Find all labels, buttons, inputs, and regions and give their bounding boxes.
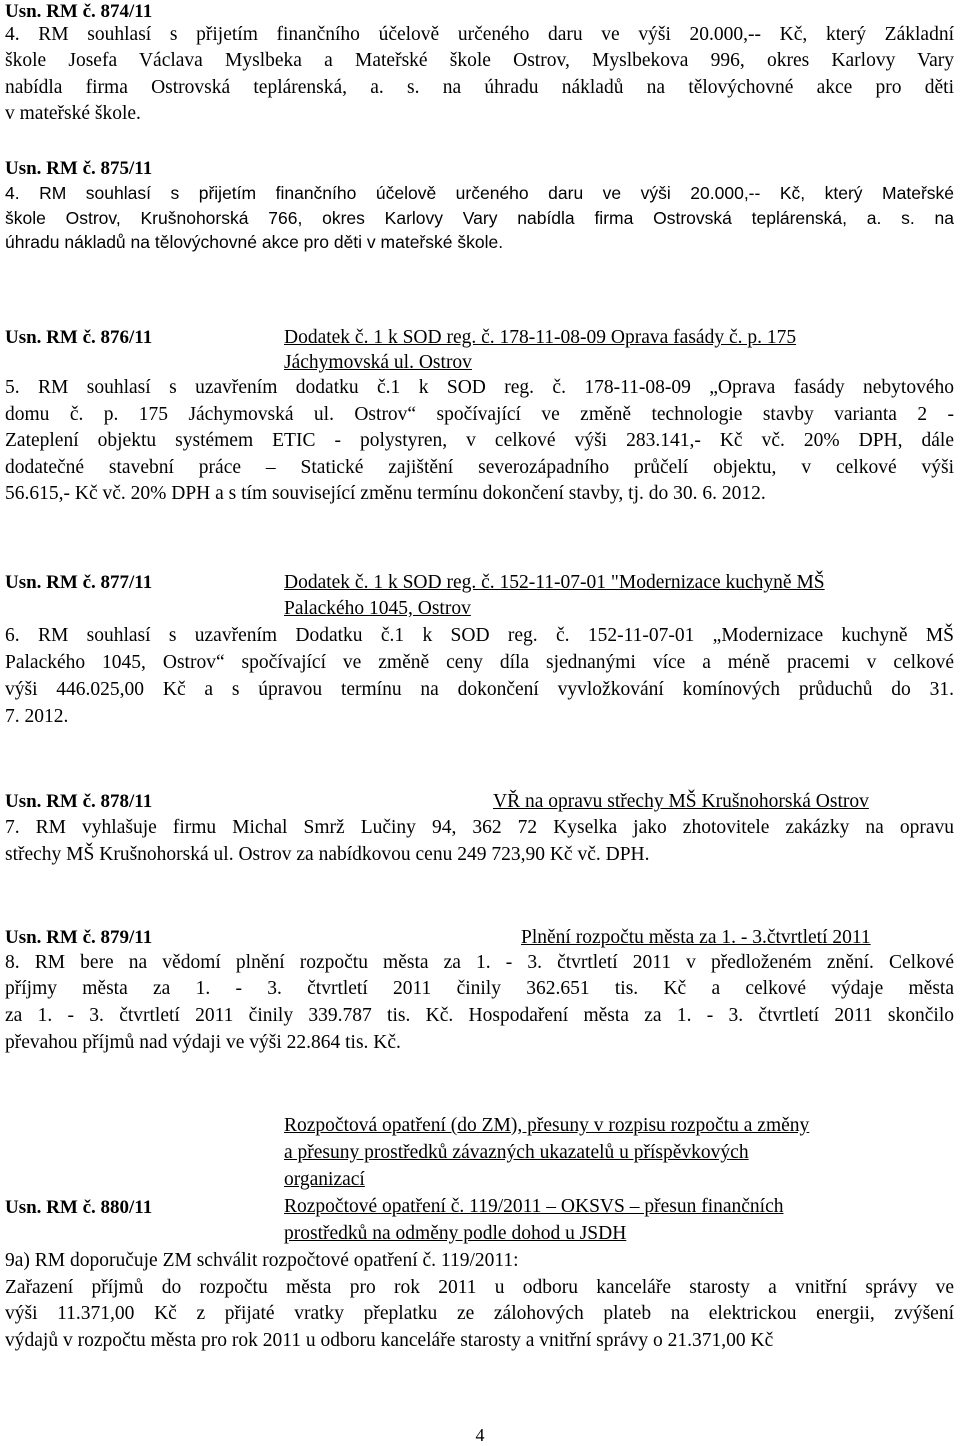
resolution-title: VŘ na opravu střechy MŠ Krušnohorská Ostrov — [493, 791, 869, 812]
text-line: domu č. p. 175 Jáchymovská ul. Ostrov“ spočívající ve změně technologie stavby varianta 2 - — [5, 404, 954, 425]
text-line: Zateplení objektu systémem ETIC - polystyren, v celkové výši 283.141,- Kč vč. 20% DPH, dále — [5, 430, 954, 451]
text-line: nabídla firma Ostrovská teplárenská, a. s. na úhradu nákladů na tělovýchovné akce pro děti — [5, 77, 954, 98]
text-line: příjmy města za 1. - 3. čtvrtletí 2011 činily 362.651 tis. Kč a celkové výdaje města — [5, 978, 954, 999]
text-line: výdajů v rozpočtu města pro rok 2011 u odboru kanceláře starosty a vnitřní správy o 21.371,00 Kč — [5, 1330, 774, 1351]
text-line: převahou příjmů nad výdaji ve výši 22.864 tis. Kč. — [5, 1032, 401, 1053]
text-line: Palackého 1045, Ostrov“ spočívající ve změně ceny díla sjednanými více a méně pracemi v celkové — [5, 652, 954, 673]
text-line: dodatečné stavební práce – Statické zajištění severozápadního průčelí objektu, v celkové výši — [5, 457, 954, 478]
resolution-number: Usn. RM č. 879/11 — [5, 927, 153, 948]
text-line: střechy MŠ Krušnohorská ul. Ostrov za nabídkovou cenu 249 723,90 Kč vč. DPH. — [5, 844, 650, 865]
resolution-title: prostředků na odměny podle dohod u JSDH — [284, 1223, 627, 1244]
resolution-title: Jáchymovská ul. Ostrov — [284, 352, 472, 373]
text-line: 5. RM souhlasí s uzavřením dodatku č.1 k SOD reg. č. 178-11-08-09 „Oprava fasády nebytového — [5, 377, 954, 398]
resolution-title: Palackého 1045, Ostrov — [284, 598, 471, 619]
text-line: 8. RM bere na vědomí plnění rozpočtu města za 1. - 3. čtvrtletí 2011 v předloženém znění. Celkové — [5, 952, 954, 973]
resolution-number: Usn. RM č. 880/11 — [5, 1197, 153, 1218]
resolution-title: Dodatek č. 1 k SOD reg. č. 152-11-07-01 "Modernizace kuchyně MŠ — [284, 572, 825, 593]
resolution-number: Usn. RM č. 874/11 — [5, 1, 153, 22]
text-line: výši 446.025,00 Kč a s úpravou termínu na dokončení vyvložkování komínových průduchů do 31. — [5, 679, 954, 700]
text-line: 4. RM souhlasí s přijetím finančního účelově určeného daru ve výši 20.000,-- Kč, který Základní — [5, 24, 954, 45]
resolution-title: Rozpočtové opatření č. 119/2011 – OKSVS – přesun finančních — [284, 1196, 784, 1217]
text-line: 56.615,- Kč vč. 20% DPH a s tím související změnu termínu dokončení stavby, tj. do 30. 6. 2012. — [5, 483, 766, 504]
text-line: za 1. - 3. čtvrtletí 2011 činily 339.787 tis. Kč. Hospodaření města za 1. - 3. čtvrtletí 2011 skončilo — [5, 1005, 954, 1026]
resolution-title: organizací — [284, 1169, 365, 1190]
text-line: výši 11.371,00 Kč z přijaté vratky přeplatku ze zálohových plateb na elektrickou energii, zvýšení — [5, 1303, 954, 1324]
text-line: 7. RM vyhlašuje firmu Michal Smrž Lučiny 94, 362 72 Kyselka jako zhotovitele zakázky na opravu — [5, 817, 954, 838]
resolution-number: Usn. RM č. 878/11 — [5, 791, 153, 812]
text-line: Zařazení příjmů do rozpočtu města pro rok 2011 u odboru kanceláře starosty a vnitřní správy ve — [5, 1277, 954, 1298]
resolution-number: Usn. RM č. 875/11 — [5, 158, 153, 179]
text-line: 7. 2012. — [5, 706, 69, 727]
text-line: 9a) RM doporučuje ZM schválit rozpočtové opatření č. 119/2011: — [5, 1250, 519, 1271]
text-line: škole Josefa Václava Myslbeka a Mateřské škole Ostrov, Myslbekova 996, okres Karlovy Vary — [5, 50, 954, 71]
text-line: v mateřské škole. — [5, 103, 141, 124]
text-line: 6. RM souhlasí s uzavřením Dodatku č.1 k SOD reg. č. 152-11-07-01 „Modernizace kuchyně MŠ — [5, 625, 954, 646]
resolution-title: Rozpočtová opatření (do ZM), přesuny v rozpisu rozpočtu a změny — [284, 1115, 810, 1136]
resolution-number: Usn. RM č. 876/11 — [5, 327, 153, 348]
text-line: 4. RM souhlasí s přijetím finančního účelově určeného daru ve výši 20.000,-- Kč, který Mateřské — [5, 183, 954, 203]
resolution-title: Dodatek č. 1 k SOD reg. č. 178-11-08-09 Oprava fasády č. p. 175 — [284, 327, 797, 348]
resolution-number: Usn. RM č. 877/11 — [5, 572, 153, 593]
text-line: škole Ostrov, Krušnohorská 766, okres Karlovy Vary nabídla firma Ostrovská teplárenská, a. s. na — [5, 208, 954, 228]
text-line: úhradu nákladů na tělovýchovné akce pro děti v mateřské škole. — [5, 232, 504, 252]
page-number: 4 — [475, 1425, 485, 1445]
resolution-title: a přesuny prostředků závazných ukazatelů u příspěvkových — [284, 1142, 749, 1163]
resolution-title: Plnění rozpočtu města za 1. - 3.čtvrtletí 2011 — [521, 927, 871, 948]
